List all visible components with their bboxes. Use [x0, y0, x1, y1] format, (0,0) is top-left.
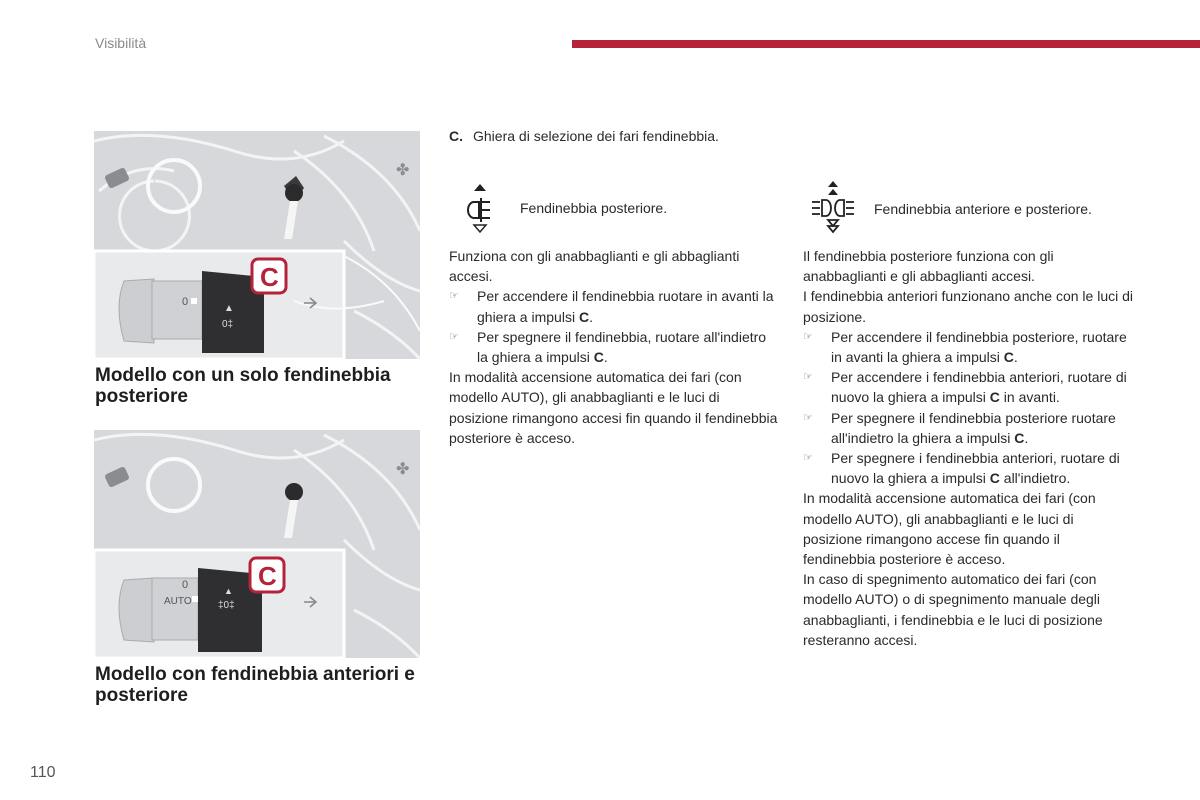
pointing-hand-icon: ☞ [803, 411, 813, 424]
lever-label-auto: AUTO [164, 596, 192, 607]
intro-line [449, 128, 719, 144]
paragraph: Il fendinebbia posteriore funziona con gli anabbaglianti e gli abbaglianti accesi. [803, 248, 1054, 285]
svg-text:▲: ▲ [224, 303, 234, 314]
pointing-hand-icon: ☞ [803, 452, 813, 465]
list-item: ☞ Per accendere il fendinebbia ruotare in avanti la ghiera a impulsi C. [449, 288, 774, 325]
illustration-rear-fog-stalk [94, 131, 420, 359]
pointing-hand-icon: ☞ [449, 330, 459, 343]
pointing-hand-icon: ☞ [803, 330, 813, 343]
lever-label-0: 0 [182, 296, 189, 308]
list-item: ☞ Per accendere i fendinebbia anteriori, ruotare di nuovo la ghiera a impulsi C in avanti. [803, 369, 1127, 406]
paragraph: In modalità accensione automatica dei fari (con modello AUTO), gli anabbaglianti e le luci di posizione rimangono accese fin quando il fendinebbia posteriore è acceso. [803, 490, 1096, 568]
page-number: 110 [30, 764, 56, 781]
svg-text:‡0‡: ‡0‡ [218, 600, 235, 611]
section-title: Visibilità [95, 35, 147, 51]
front-rear-fog-label: Fendinebbia anteriore e posteriore. [874, 201, 1092, 217]
list-item: ☞ Per accendere il fendinebbia posteriore, ruotare in avanti la ghiera a impulsi C. [803, 328, 1127, 366]
right-text-column [803, 246, 1133, 650]
callout-letter: C [260, 262, 279, 292]
left-text-column [449, 246, 779, 448]
list-item: ☞ Per spegnere il fendinebbia, ruotare all'indietro la ghiera a impulsi C. [449, 328, 767, 366]
figure-caption-rear-fog: Modello con un solo fendinebbia posteriore [95, 365, 391, 407]
front-and-rear-fog-lamp-icon [808, 180, 858, 234]
lever-label-0: 0 [182, 579, 189, 591]
paragraph: I fendinebbia anteriori funzionano anche con le luci di posizione. [803, 288, 1134, 325]
svg-text:✤: ✤ [396, 162, 410, 179]
list-item: ☞ Per spegnere i fendinebbia anteriori, ruotare di nuovo la ghiera a impulsi C all'indietro. [803, 450, 1120, 487]
callout-letter: C [258, 561, 277, 591]
illustration-front-rear-fog-stalk [94, 430, 420, 658]
rear-fog-lamp-icon [462, 182, 498, 234]
intro-text: Ghiera di selezione dei fari fendinebbia. [473, 128, 719, 144]
svg-text:✤: ✤ [396, 461, 410, 478]
pointing-hand-icon: ☞ [449, 290, 459, 303]
section-accent-bar [572, 40, 1200, 48]
paragraph: In caso di spegnimento automatico dei fari (con modello AUTO) o di spegnimento manuale degli anabbaglianti, i fendinebbia e le luci di posizione resteranno accesi. [803, 571, 1103, 648]
list-item: ☞ Per spegnere il fendinebbia posteriore ruotare all'indietro la ghiera a impulsi C. [803, 409, 1116, 446]
paragraph: Funziona con gli anabbaglianti e gli abbaglianti accesi. [449, 248, 740, 285]
svg-text:▲: ▲ [224, 586, 233, 596]
paragraph: In modalità accensione automatica dei fari (con modello AUTO), gli anabbaglianti e le luci di posizione rimangono accesi fin quando il fendinebbia posteriore è acceso. [449, 369, 778, 446]
intro-letter: C. [449, 128, 463, 144]
svg-text:0‡: 0‡ [222, 319, 234, 330]
rear-fog-label: Fendinebbia posteriore. [520, 200, 668, 216]
pointing-hand-icon: ☞ [803, 371, 813, 384]
figure-caption-front-rear-fog: Modello con fendinebbia anteriori e posteriore [95, 664, 415, 706]
